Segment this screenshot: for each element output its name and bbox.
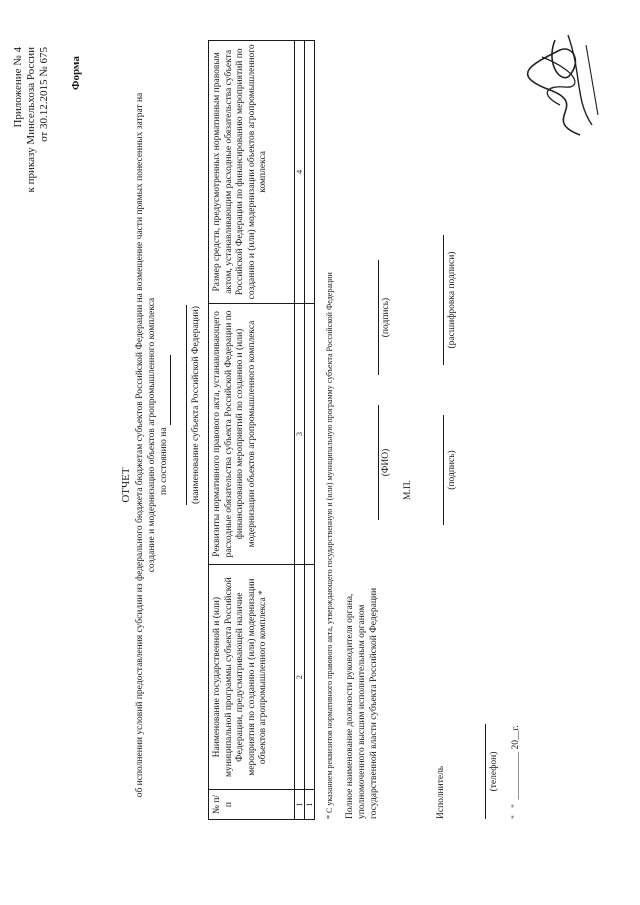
head-position-line-2: уполномоченного высшим исполнительным органом — [357, 604, 367, 819]
appendix-reference — [12, 47, 51, 347]
head-fio-line — [378, 405, 379, 520]
report-subtitle-line-2: создание и модернизацию объектов агропромышленного комплекса — [147, 297, 157, 573]
head-signature-line — [378, 260, 379, 375]
report-subtitle-line-1: об исполнении условий предоставления субсидии из федерального бюджета бюджетам субъектов Российской Федерации на возмещение части прямых понесенных затрат на — [135, 92, 145, 798]
subject-name-line — [186, 305, 187, 505]
as-of-label: по состоянию на — [159, 427, 169, 495]
executor-signature-caption: (подпись) — [447, 450, 457, 490]
form-label: Форма — [70, 56, 82, 90]
appendix-line-1: Приложение № 4 — [12, 47, 24, 128]
executor-signature-line — [443, 415, 444, 525]
table-cell-number: 1 — [305, 790, 315, 820]
column-number-1: 1 — [295, 790, 305, 820]
column-number-4: 4 — [295, 41, 305, 304]
executor-decoding-line — [443, 235, 444, 365]
executor-decoding-caption: (расшифровка подписи) — [447, 251, 457, 349]
header-funds: Размер средств, предусмотренных нормативным правовым актом, устанавливающим расходные обязательства субъекта Российской Федерации по финансированию мероприятий по созданию и (или) модернизации объектов агропромышленного комплекса — [209, 41, 295, 304]
appendix-line-2: к приказу Минсельхоза России — [25, 47, 37, 193]
executor-phone-line — [485, 724, 486, 819]
head-fio-caption: (ФИО) — [381, 448, 391, 477]
footnote: * С указанием реквизитов нормативного правового акта, утверждающего государственную и (или) муниципальную программу субъекта Российской Федерации — [325, 272, 334, 819]
head-position-line-3: государственной власти субъекта Российской Федерации — [369, 587, 379, 819]
column-number-2: 2 — [295, 565, 305, 790]
table-cell — [305, 303, 315, 565]
as-of-date-line — [170, 355, 171, 425]
table-cell — [305, 565, 315, 790]
report-title: ОТЧЕТ — [120, 467, 132, 503]
stamp-label: М.П. — [403, 479, 413, 500]
head-position-block — [344, 519, 380, 819]
subject-caption: (наименование субъекта Российской Федерации) — [191, 306, 201, 504]
table-row — [305, 41, 315, 820]
header-number: № п/п — [209, 790, 295, 820]
header-legal-act: Реквизиты нормативного правового акта, устанавливающего расходные обязательства субъекта Российской Федерации по финансированию мероприятий по созданию и (или) модернизации объектов агропромышленного комплекса — [209, 303, 295, 565]
head-position-line-1: Полное наименование должности руководителя органа, — [345, 593, 355, 819]
report-table — [208, 40, 315, 820]
executor-label: Исполнитель — [436, 765, 446, 819]
header-program: Наименование государственной и (или) муниципальной программы субъекта Российской Федерации, предусматривающей наличие мероприятия по созданию и (или) модернизации объектов агропромышленного комплекса * — [209, 565, 295, 790]
table-cell — [305, 41, 315, 304]
column-number-3: 3 — [295, 303, 305, 565]
table-column-numbers-row — [295, 41, 305, 820]
executor-phone-caption: (телефон) — [489, 751, 499, 792]
head-signature-caption: (подпись) — [381, 297, 391, 338]
handwritten-signature — [520, 25, 605, 145]
appendix-line-3: от 30.12.2015 № 675 — [38, 47, 50, 142]
table-header-row — [209, 41, 295, 820]
executor-date-line: " " __________ 20__г. — [511, 725, 521, 819]
